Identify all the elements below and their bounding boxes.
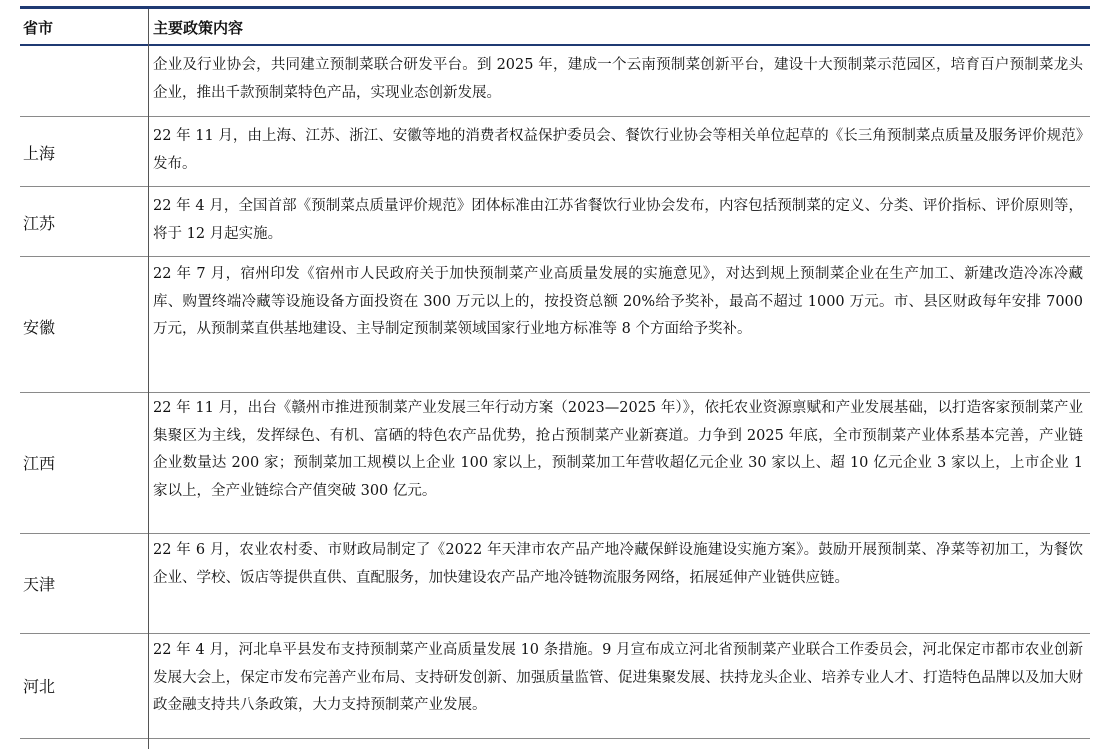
table-header [20, 9, 1090, 46]
table-row [20, 534, 1090, 634]
policy-cell: 22 年 4 月，全国首部《预制菜点质量评价规范》团体标准由江苏省餐饮行业协会发布，内容包括预制菜的定义、分类、评价指标、评价原则等，将于 12 月起实施。 [153, 198, 1083, 242]
province-cell: 安徽 [23, 318, 56, 337]
province-cell: 江苏 [23, 214, 56, 233]
table-row [20, 393, 1090, 534]
province-cell: 河北 [23, 677, 56, 696]
policy-cell: 22 年 7 月，宿州印发《宿州市人民政府关于加快预制菜产业高质量发展的实施意见》，对达到规上预制菜企业在生产加工、新建改造冷冻冷藏库、购置终端冷藏等设施设备方面投资在 300 万元以上的，按投资总额 20%给予奖补，最高不超过 1000 万元。市、县区财政每年安排 7000 万元，从预制菜直供基地建设、主导制定预制菜领域国家行业地方标准等 8 个方面给予奖补。 [153, 266, 1083, 337]
policy-cell: 22 年 6 月，农业农村委、市财政局制定了《2022 年天津市农产品产地冷藏保鲜设施建设实施方案》。鼓励开展预制菜、净菜等初加工，为餐饮企业、学校、饭店等提供直供、直配服务，加快建设农产品产地冷链物流服务网络，拓展延伸产业链供应链。 [153, 542, 1083, 586]
policy-cell: 企业及行业协会，共同建立预制菜联合研发平台。到 2025 年，建成一个云南预制菜创新平台，建设十大预制菜示范园区，培育百户预制菜龙头企业，推出千款预制菜特色产品，实现业态创新发展。 [153, 57, 1083, 101]
province-cell: 上海 [23, 144, 56, 163]
policy-cell: 22 年 11 月，出台《赣州市推进预制菜产业发展三年行动方案（2023—2025 年）》，依托农业资源禀赋和产业发展基础，以打造客家预制菜产业集聚区为主线，发挥绿色、有机、富硒的特色农产品优势，抢占预制菜产业新赛道。力争到 2025 年底，全市预制菜产业体系基本完善，产业链企业数量达 200 家；预制菜加工规模以上企业 100 家以上，预制菜加工年营收超亿元企业 30 家以上、超 10 亿元企业 3 家以上，上市企业 1 家以上，全产业链综合产值突破 300 亿元。 [153, 400, 1083, 499]
table-row [20, 117, 1090, 187]
policy-cell: 22 年 4 月，河北阜平县发布支持预制菜产业高质量发展 10 条措施。9 月宣布成立河北省预制菜产业联合工作委员会，河北保定市都市农业创新发展大会上，保定市发布完善产业布局、支持研发创新、加强质量监管、促进集聚发展、扶持龙头企业、培养专业人才、打造特色品牌以及加大财政金融支持共八条政策，大力支持预制菜产业发展。 [153, 642, 1083, 713]
table-row [20, 187, 1090, 257]
header-policy: 主要政策内容 [153, 19, 244, 37]
table-row [20, 46, 1090, 117]
table-row [20, 257, 1090, 393]
column-divider [148, 9, 149, 749]
policy-cell: 22 年 11 月，由上海、江苏、浙江、安徽等地的消费者权益保护委员会、餐饮行业协会等相关单位起草的《长三角预制菜点质量及服务评价规范》发布。 [153, 128, 1083, 172]
province-cell: 天津 [23, 575, 56, 594]
table-row [20, 634, 1090, 739]
header-province: 省市 [23, 19, 54, 37]
province-cell: 江西 [23, 454, 56, 473]
